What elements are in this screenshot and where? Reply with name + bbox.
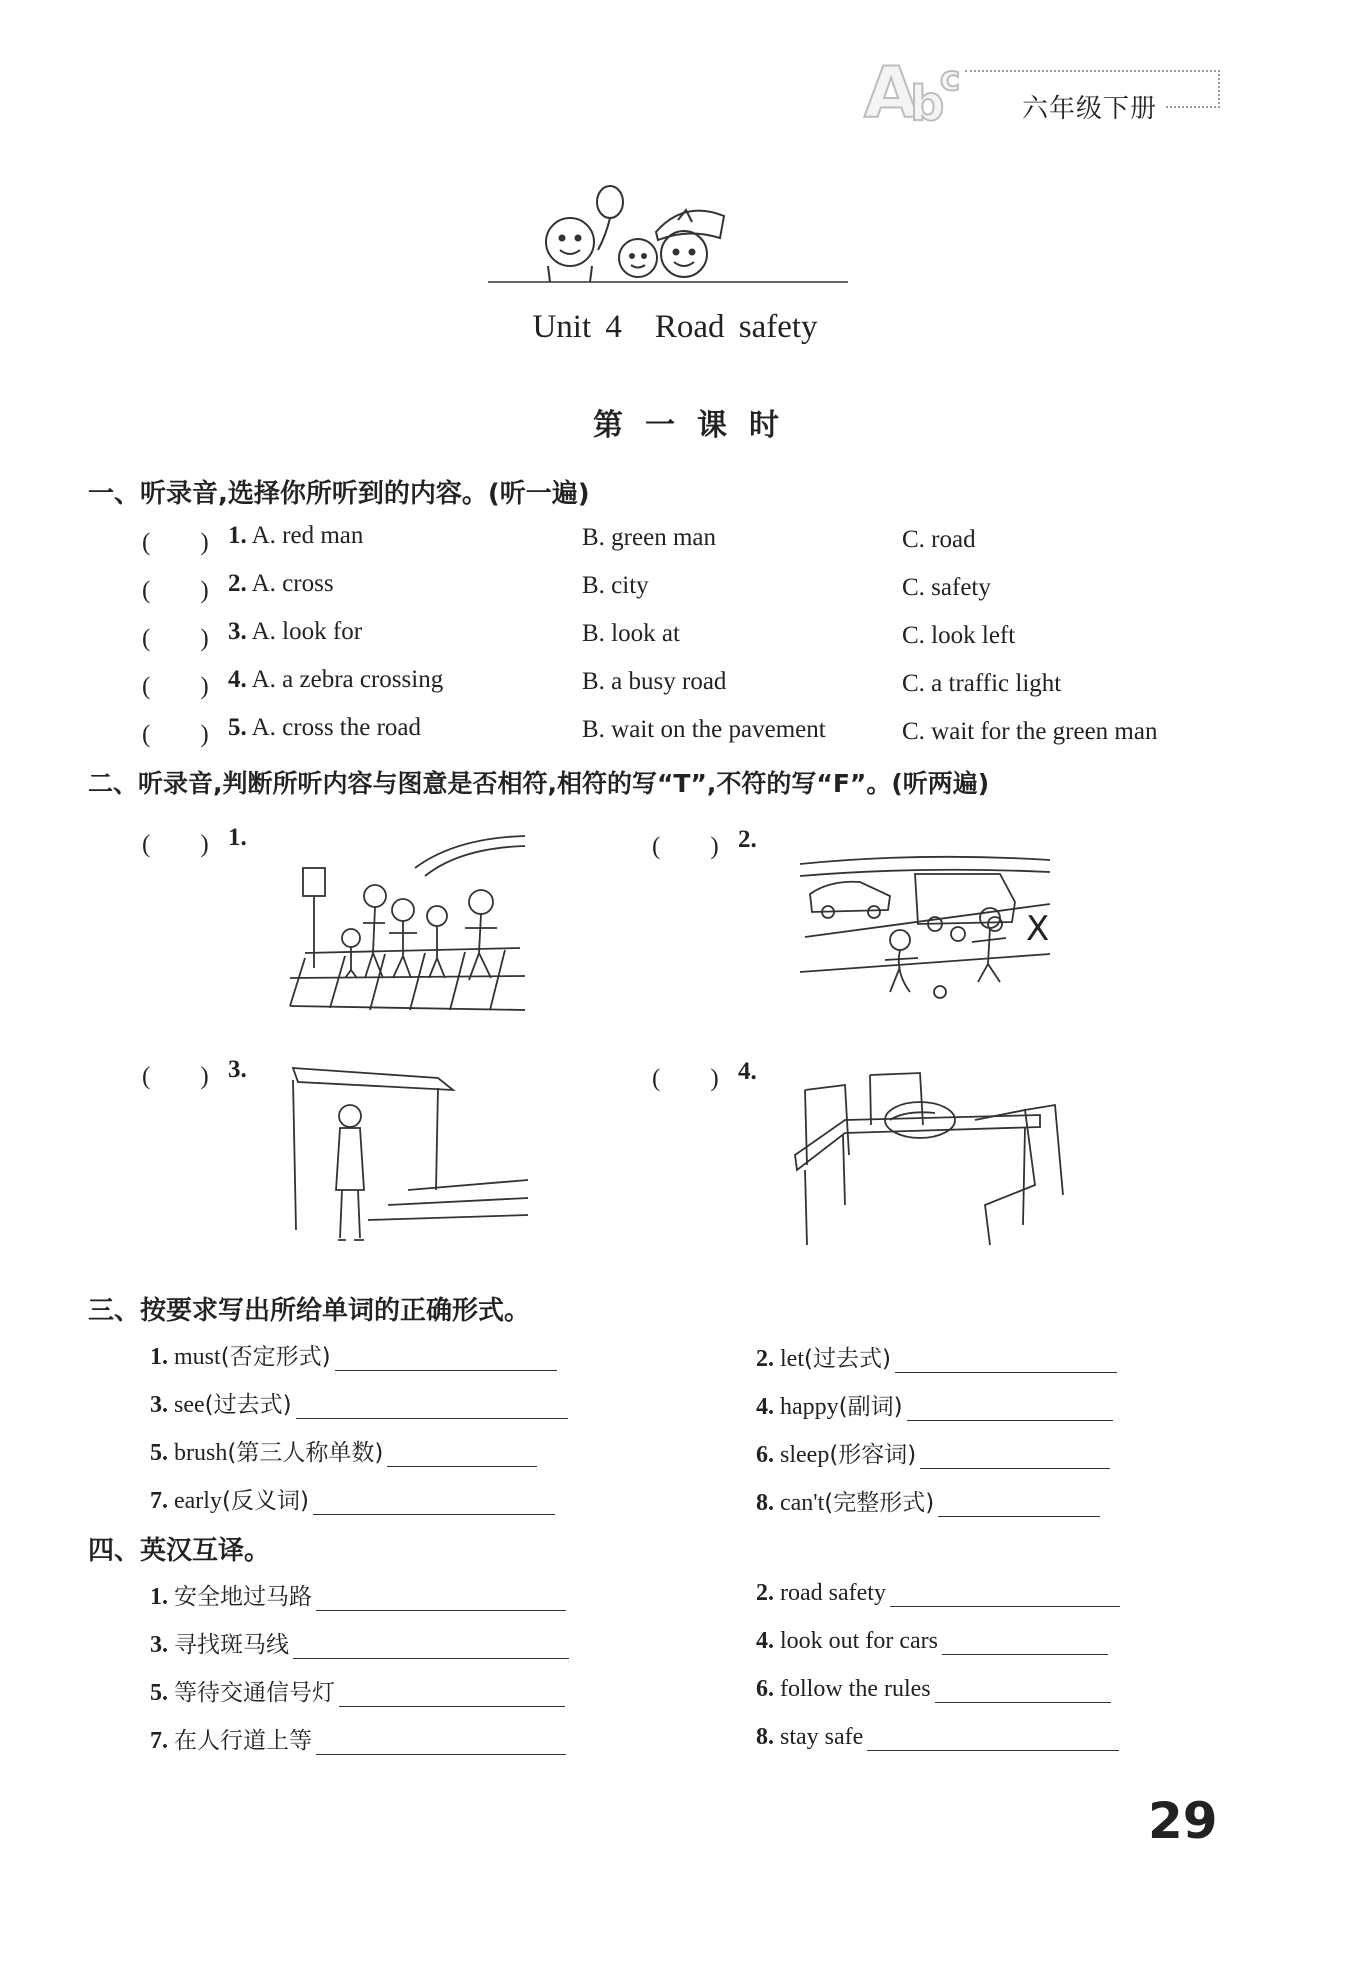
question-item: 4. happy(副词): [756, 1388, 1113, 1421]
option-c: C. road: [902, 526, 976, 553]
grade-label: 六年级下册: [1022, 94, 1158, 124]
question-item: 2. road safety: [756, 1580, 1120, 1607]
mark-x: X: [1026, 909, 1050, 949]
option-c: C. wait for the green man: [902, 718, 1158, 745]
picture-bus-stop: [288, 1060, 530, 1254]
option-b: B. city: [582, 572, 649, 599]
question-item: 1. must(否定形式): [150, 1338, 557, 1371]
header-divider: [965, 70, 1220, 72]
question-item: 5. 等待交通信号灯: [150, 1674, 565, 1707]
question-item: 6. sleep(形容词): [756, 1436, 1110, 1469]
svg-text:A: A: [864, 52, 919, 127]
question-number: 4. A. a zebra crossing: [228, 666, 444, 693]
answer-paren[interactable]: ( ): [652, 1065, 719, 1092]
question-number: 2. A. cross: [228, 570, 334, 597]
svg-text:c: c: [940, 59, 961, 99]
question-number: 5. A. cross the road: [228, 714, 422, 741]
answer-blank[interactable]: [867, 1724, 1119, 1751]
picture-boys-playing-road: [800, 832, 1058, 1026]
question-item: 5. brush(第三人称单数): [150, 1434, 537, 1467]
svg-text:b: b: [910, 76, 945, 127]
unit-title: Unit 4 Road safety: [532, 309, 818, 345]
answer-blank[interactable]: [316, 1584, 566, 1611]
kids-illustration: [488, 180, 848, 299]
question-number: 3.: [228, 1056, 247, 1083]
answer-blank[interactable]: [920, 1442, 1110, 1469]
question-item: 3. see(过去式): [150, 1386, 568, 1419]
answer-blank[interactable]: [895, 1346, 1117, 1373]
option-b: B. look at: [582, 620, 680, 647]
option-c: C. a traffic light: [902, 670, 1062, 697]
question-item: 4. look out for cars: [756, 1628, 1108, 1655]
answer-blank[interactable]: [335, 1344, 557, 1371]
question-item: 2. let(过去式): [756, 1340, 1117, 1373]
answer-blank[interactable]: [316, 1728, 566, 1755]
answer-paren[interactable]: ( ): [142, 1063, 209, 1090]
section4-heading: 四、英汉互译。: [88, 1536, 271, 1566]
lesson-title: 第一课时: [593, 408, 801, 443]
answer-blank[interactable]: [387, 1440, 537, 1467]
question-item: 7. early(反义词): [150, 1482, 555, 1515]
question-number: 1. A. red man: [228, 522, 364, 549]
question-number: 3. A. look for: [228, 618, 363, 645]
answer-paren[interactable]: ( ): [142, 625, 209, 652]
answer-blank[interactable]: [296, 1392, 568, 1419]
header-divider: [1218, 70, 1220, 108]
picture-zebra-crossing: [285, 828, 530, 1022]
answer-blank[interactable]: [938, 1490, 1100, 1517]
question-number: 2.: [738, 826, 757, 853]
question-item: 8. can't(完整形式): [756, 1484, 1100, 1517]
section1-heading: 一、听录音,选择你所听到的内容。(听一遍): [88, 479, 590, 509]
option-c: C. look left: [902, 622, 1016, 649]
question-item: 7. 在人行道上等: [150, 1722, 566, 1755]
question-item: 8. stay safe: [756, 1724, 1119, 1751]
answer-blank[interactable]: [293, 1632, 569, 1659]
option-b: B. green man: [582, 524, 716, 551]
answer-paren[interactable]: ( ): [652, 833, 719, 860]
question-number: 4.: [738, 1058, 757, 1085]
question-item: 1. 安全地过马路: [150, 1578, 566, 1611]
option-c: C. safety: [902, 574, 991, 601]
answer-blank[interactable]: [313, 1488, 555, 1515]
answer-paren[interactable]: ( ): [142, 529, 209, 556]
section3-heading: 三、按要求写出所给单词的正确形式。: [88, 1296, 531, 1326]
option-b: B. a busy road: [582, 668, 727, 695]
answer-paren[interactable]: ( ): [142, 721, 209, 748]
answer-blank[interactable]: [339, 1680, 565, 1707]
answer-paren[interactable]: ( ): [142, 831, 209, 858]
answer-blank[interactable]: [907, 1394, 1113, 1421]
answer-paren[interactable]: ( ): [142, 577, 209, 604]
section2-heading: 二、听录音,判断所听内容与图意是否相符,相符的写“T”,不符的写“F”。(听两遍): [88, 769, 990, 798]
question-item: 6. follow the rules: [756, 1676, 1111, 1703]
answer-paren[interactable]: ( ): [142, 673, 209, 700]
question-item: 3. 寻找斑马线: [150, 1626, 569, 1659]
picture-dining-table: [785, 1065, 1070, 1257]
answer-blank[interactable]: [890, 1580, 1120, 1607]
answer-blank[interactable]: [935, 1676, 1111, 1703]
abc-logo: [862, 42, 967, 131]
header-divider: [1166, 106, 1220, 108]
page-number: 29: [1148, 1792, 1218, 1850]
answer-blank[interactable]: [942, 1628, 1108, 1655]
question-number: 1.: [228, 824, 247, 851]
option-b: B. wait on the pavement: [582, 716, 826, 743]
